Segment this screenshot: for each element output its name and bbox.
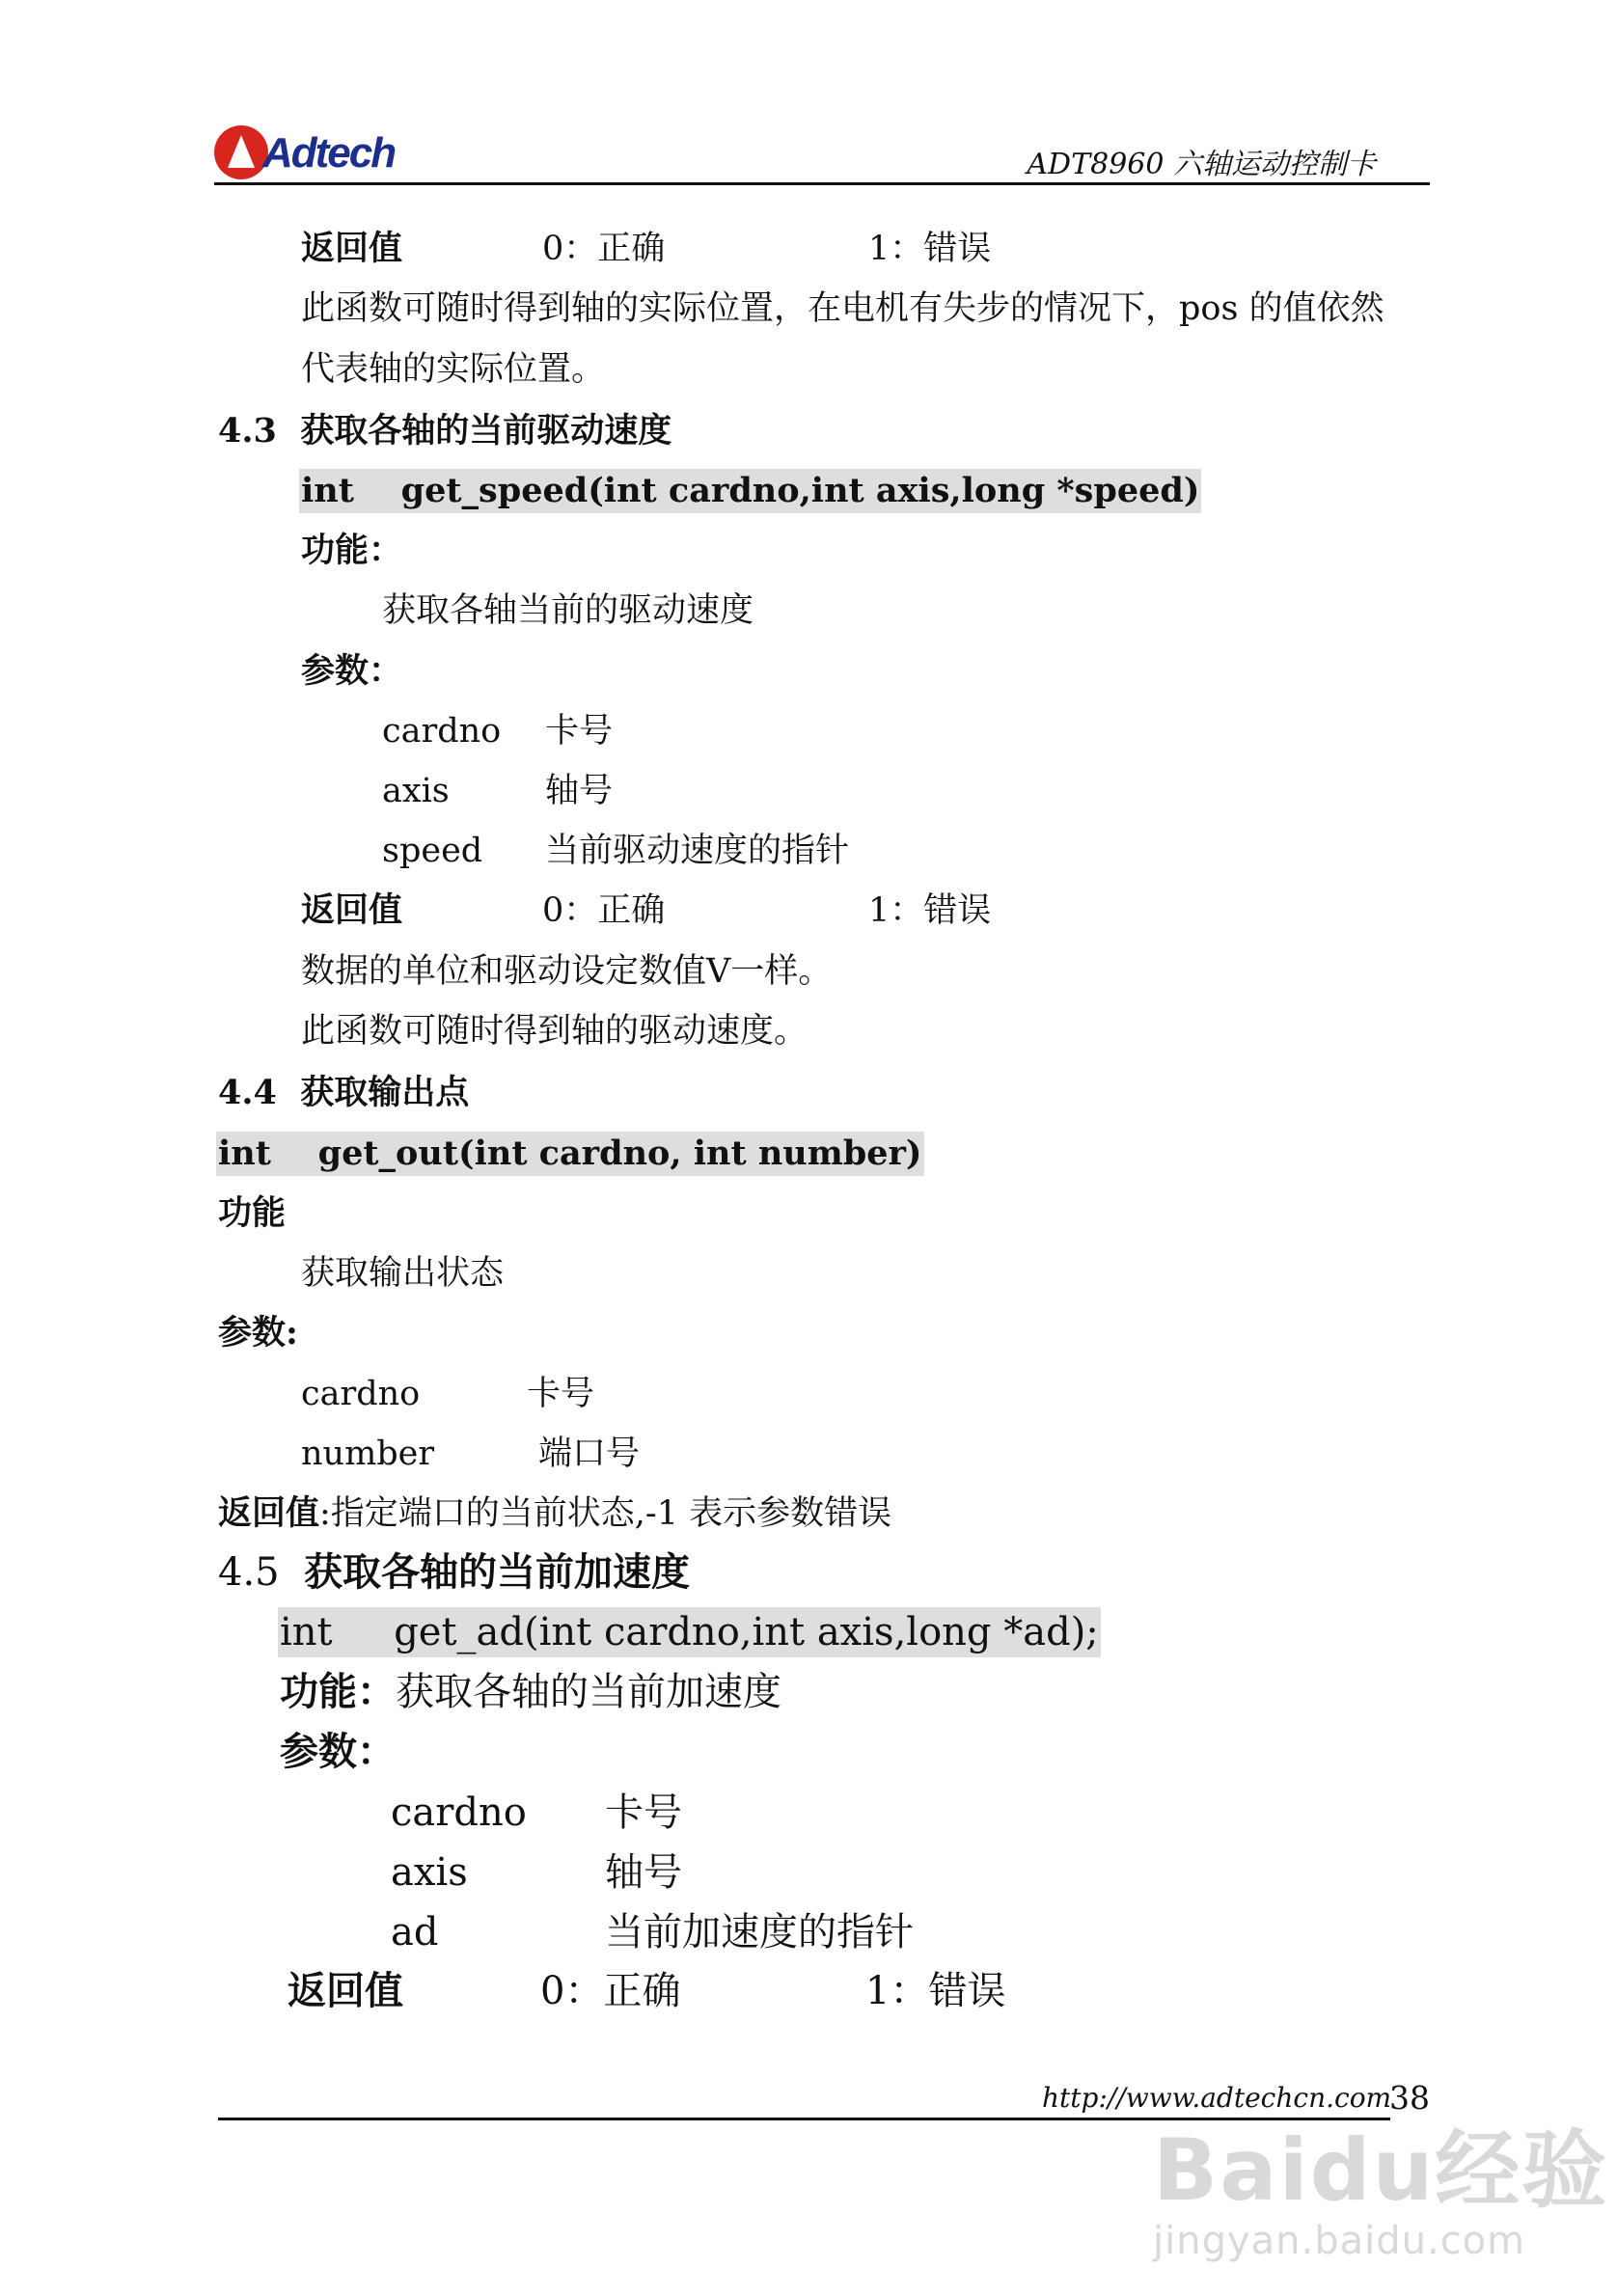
param-name: cardno [382,712,502,751]
param-desc: 端口号 [538,1435,641,1473]
function-line [280,1667,781,1717]
function-signature: int get_speed(int cardno,int axis,long *speed) [299,469,1201,513]
param-name: axis [382,772,450,810]
function-description: 获取各轴的当前加速度 [396,1670,781,1714]
params-label: 参数： [301,651,403,691]
return-label: 返回值 [218,1493,320,1533]
section-heading-4-5 [218,1547,690,1598]
note-line: 此函数可随时得到轴的驱动速度。 [301,1012,808,1051]
baidu-watermark [1153,2103,1608,2263]
param-name: number [301,1435,435,1473]
return-label: 返回值 [301,229,403,268]
param-desc: 卡号 [605,1790,682,1835]
function-label: 功能： [280,1669,396,1714]
return-value-0: 0：正确 [542,230,666,268]
note-line: 数据的单位和驱动设定数值V一样。 [301,952,833,991]
param-name: axis [391,1850,468,1895]
watermark-brand: Baidu经验 [1153,2120,1609,2220]
logo-text: Adtech [262,129,396,177]
adtech-logo-icon [214,125,268,179]
header-rule [214,182,1430,185]
params-label: 参数: [218,1313,298,1353]
note-line: 此函数可随时得到轴的实际位置，在电机有失步的情况下，pos 的值依然 [301,289,1384,328]
param-desc: 轴号 [545,772,614,810]
function-label: 功能： [301,531,403,570]
param-name: ad [391,1910,439,1954]
return-line [218,1491,891,1536]
return-description: :指定端口的当前状态,-1 表示参数错误 [319,1494,892,1533]
param-desc: 当前驱动速度的指针 [545,832,850,870]
param-name: cardno [391,1790,527,1835]
function-signature: int get_ad(int cardno,int axis,long *ad); [278,1607,1101,1657]
param-desc: 轴号 [605,1850,682,1895]
section-heading-4-4 [218,1071,469,1115]
return-label: 返回值 [301,890,403,930]
section-heading-4-3 [218,409,671,453]
param-desc: 当前加速度的指针 [605,1910,914,1954]
return-label: 返回值 [288,1968,403,2013]
function-label: 功能 [218,1193,287,1233]
footer-url: http://www.adtechcn.com [1042,2082,1392,2114]
return-value-1: 1：错误 [865,1969,1006,2013]
section-title: 获取输出点 [300,1073,470,1112]
param-desc: 卡号 [545,712,614,751]
return-value-1: 1：错误 [868,230,992,268]
return-value-0: 0：正确 [542,891,666,930]
param-desc: 卡号 [527,1375,595,1413]
section-title: 获取各轴的当前驱动速度 [300,411,672,451]
function-description: 获取输出状态 [301,1254,505,1293]
adtech-logo [214,125,396,179]
function-signature: int get_out(int cardno, int number) [216,1132,924,1176]
params-label: 参数： [280,1729,396,1774]
param-name: cardno [301,1375,421,1413]
return-value-0: 0：正确 [540,1969,681,2013]
note-line: 代表轴的实际位置。 [301,350,606,389]
watermark-url: jingyan.baidu.com [1153,2219,1526,2263]
return-value-1: 1：错误 [868,891,992,930]
page-number: 38 [1389,2079,1430,2117]
section-title: 获取各轴的当前加速度 [304,1549,691,1595]
section-number: 4.4 [218,1073,277,1112]
param-name: speed [382,832,483,870]
header-title: ADT8960 六轴运动控制卡 [1027,148,1376,181]
section-number: 4.5 [218,1550,280,1595]
section-number: 4.3 [218,411,277,451]
function-description: 获取各轴当前的驱动速度 [382,591,754,630]
